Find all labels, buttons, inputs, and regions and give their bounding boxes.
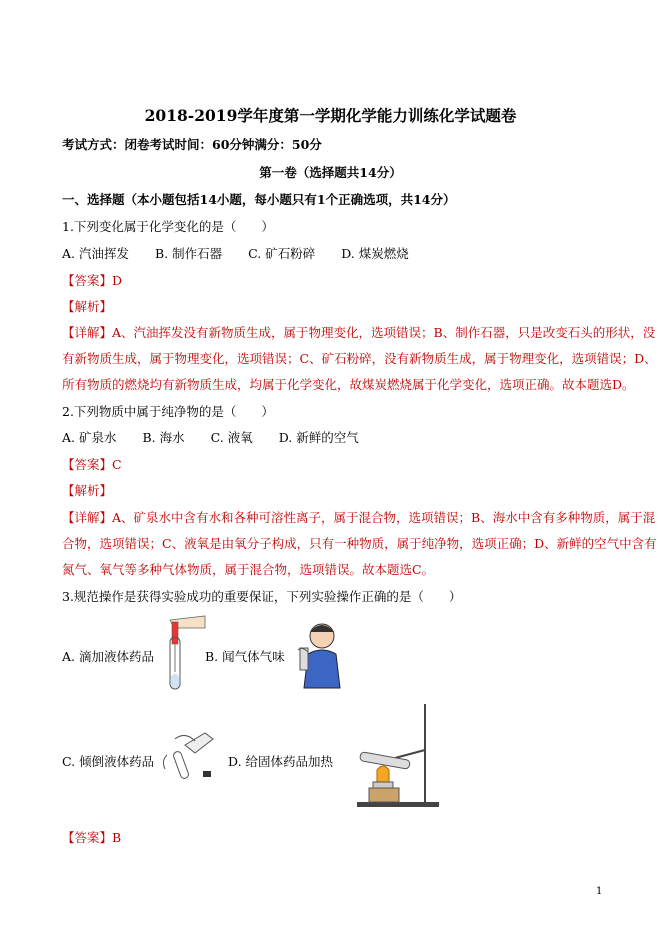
q1-detail: 【详解】A、汽油挥发没有新物质生成，属于物理变化，选项错误；B、制作石器，只是改变石头的形状，没 — [62, 325, 656, 340]
pouring-illustration — [155, 725, 225, 785]
q1-detail: 有新物质生成，属于物理变化，选项错误；C、矿石粉碎，没有新物质生成，属于物理变化，选项错误；D、 — [62, 351, 657, 366]
q1-stem: 1.下列变化属于化学变化的是（ ） — [62, 219, 274, 234]
q1-options — [62, 244, 435, 262]
section-heading: 一、选择题（本小题包括14小题，每小题只有1个正确选项，共14分） — [62, 192, 456, 207]
dropper-illustration — [160, 612, 210, 692]
q2-detail: 氮气、氧气等多种气体物质，属于混合物，选项错误。故本题选C。 — [62, 562, 435, 577]
option: C. 矿石粉碎 — [248, 246, 316, 261]
q3-option-b: B. 闻气体气味 — [205, 649, 285, 664]
q3-option-a: A. 滴加液体药品 — [62, 649, 154, 664]
option: A. 矿泉水 — [62, 430, 117, 445]
doc-title: 2018-2019学年度第一学期化学能力训练化学试题卷 — [144, 106, 517, 125]
q3-option-c: C. 倾倒液体药品 — [62, 754, 155, 769]
q2-analysis: 【解析】 — [62, 483, 113, 498]
q1-analysis: 【解析】 — [62, 299, 113, 314]
q2-detail: 合物，选项错误；C、液氧是由氧分子构成，只有一种物质，属于纯净物，选项正确；D、新鲜的空气中含有 — [62, 536, 657, 551]
page-number: 1 — [596, 886, 603, 897]
option: D. 新鲜的空气 — [278, 430, 359, 445]
option: B. 制作石器 — [154, 246, 223, 261]
q2-options — [62, 428, 385, 446]
part-heading: 第一卷（选择题共14分） — [259, 165, 402, 180]
option: A. 汽油挥发 — [62, 246, 129, 261]
heating-apparatus-illustration — [345, 700, 455, 810]
q1-detail: 所有物质的燃烧均有新物质生成，均属于化学变化，故煤炭燃烧属于化学变化，选项正确。故本题选D。 — [62, 377, 635, 392]
q3-stem: 3.规范操作是获得实验成功的重要保证，下列实验操作正确的是（ ） — [62, 589, 462, 604]
option: C. 液氧 — [210, 430, 253, 445]
q3-answer: 【答案】B — [62, 830, 122, 845]
option: B. 海水 — [142, 430, 185, 445]
q2-detail: 【详解】A、矿泉水中含有水和各种可溶性离子，属于混合物，选项错误；B、海水中含有多种物质，属于混 — [62, 510, 656, 525]
smelling-illustration — [290, 618, 346, 690]
q2-answer: 【答案】C — [62, 457, 122, 472]
q1-answer: 【答案】D — [62, 273, 123, 288]
q3-option-d: D. 给固体药品加热 — [228, 754, 334, 769]
q2-stem: 2.下列物质中属于纯净物的是（ ） — [62, 404, 274, 419]
option: D. 煤炭燃烧 — [341, 246, 409, 261]
exam-info: 考试方式：闭卷考试时间：60分钟满分：50分 — [62, 137, 322, 152]
